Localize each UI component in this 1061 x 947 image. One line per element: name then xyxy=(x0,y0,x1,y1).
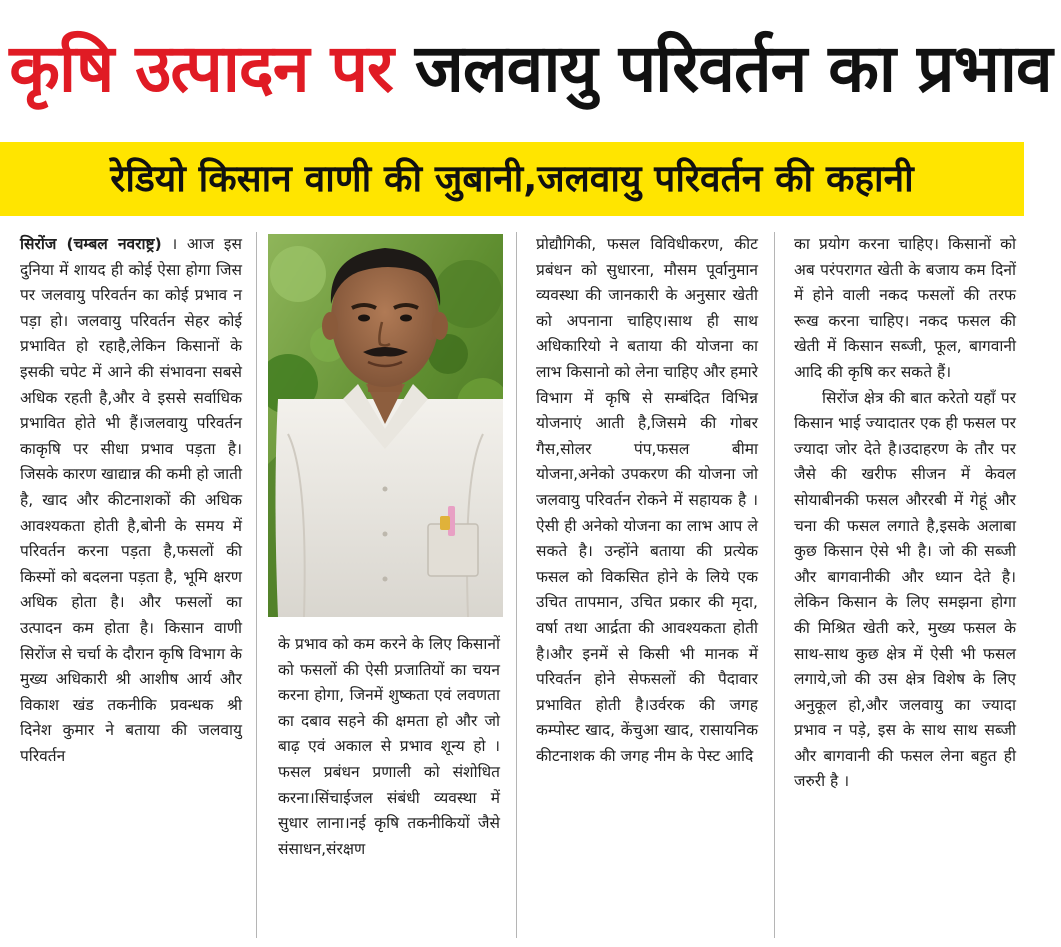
article-column-1 xyxy=(20,232,242,942)
article-column-3 xyxy=(536,232,758,942)
column-divider xyxy=(256,232,257,938)
headline-black-part: जलवायु परिवर्तन का प्रभाव xyxy=(414,30,1052,107)
subheadline-banner: रेडियो किसान वाणी की जुबानी,जलवायु परिवर्तन की कहानी xyxy=(0,142,1024,216)
article-column-4 xyxy=(794,232,1016,942)
article-text: के प्रभाव को कम करने के लिए किसानों को फसलों की ऐसी प्रजातियों का चयन करना होगा, जिनमें शुष्कता एवं लवणता का दबाव सहने की क्षमता हो और जो बाढ़ एवं अकाल से प्रभाव शून्य हो । फसल प्रबंधन प्रणाली को संशोधित करना।सिंचाईजल संबंधी व्यवस्था में सुधार लाना।नई कृषि तकनीकियों जैसे संसाधन,संरक्षण xyxy=(278,635,500,858)
article-text: । आज इस दुनिया में शायद ही कोई ऐसा होगा जिस पर जलवायु परिवर्तन का कोई प्रभाव न पड़ा हो। जलवायु परिवर्तन सेहर कोई प्रभावित हो रहाहै,लेकिन किसानों के इसकी चपेट में आने की संभावना सबसे अधिक रहती है,और वे इससे सर्वाधिक प्रभावित होते भी हैं।जलवायु परिवर्तन काकृषि पर सीधा प्रभाव पड़ता है।जिसके कारण खाद्यान्न की कमी हो जाती है, खाद और कीटनाशकों की अधिक आवश्यकता होती है,बोनी के समय में परिवर्तन करना पड़ता है,फसलों की किस्मों को बदलना पड़ता है, भूमि क्षरण अधिक होता है। और फसलों का उत्पादन कम होता है। किसान वाणी सिरोंज से चर्चा के दौरान कृषि विभाग के मुख्य अधिकारी श्री आशीष आर्य और विकाश खंड तकनीकि प्रवन्धक श्री दिनेश कुमार ने बताया की जलवायु परिवर्तन xyxy=(20,235,242,765)
headline xyxy=(0,0,1061,138)
article-text: प्रोद्यौगिकी, फसल विविधीकरण, कीट प्रबंधन को सुधारना, मौसम पूर्वानुमान व्यवस्था की जानकारी के अनुसार खेती को अपनाना चाहिए।साथ ही साथ अधिकारियो ने बताया की योजना का लाभ किसानो को लेना चाहिए और हमारे विभाग में कृषि से सम्बंदित विभिन्न योजनाएं आती है,जिसमे की गोबर गैस,सोलर पंप,फसल बीमा योजना,अनेको उपकरण की योजना जो जलवायु परिवर्तन रोकने में सहायक है ।ऐसी ही अनेको योजना का लाभ आप ले सकते है। उन्होंने बताया की प्रत्येक फसल को विकसित होने के लिये एक उचित तापमान, उचित प्रकार की मृदा, वर्षा तथा आर्द्रता की आवश्यकता होती है।और इनमें से किसी भी मानक में परिवर्तन होने सेफसलों की पैदावार प्रभावित होती है।उर्वरक की जगह कम्पोस्ट खाद, केंचुआ खाद, रासायनिक कीटनाशक की जगह नीम के पेस्ट आदि xyxy=(536,235,758,765)
article-paragraph: सिरोंज क्षेत्र की बात करेतो यहाँ पर किसान भाई ज्यादातर एक ही फसल पर ज्यादा जोर देते है।उदाहरण के तौर पर जैसे की खरीफ सीजन में केवल सोयाबीनकी फसल औररबी में गेहूं और चना की फसल लगाते है,इसके अलाबा कुछ किसान ऐसे भी है। जो की सब्जी और बागवानीकी और ध्यान देते है। लेकिन किसान के लिए समझना होगा की मिश्रित खेती करे, मुख्य फसल के साथ-साथ कुछ क्षेत्र में ऐसी भी फसल लगाये,जो की उस क्षेत्र विशेष के लिए अनुकूल हो,और जलवायु का ज्यादा प्रभाव न पड़े, इस के साथ साथ सब्जी और बागवानी की फसल लेना बहुत ही जरुरी है । xyxy=(794,388,1016,791)
article-paragraph: का प्रयोग करना चाहिए। किसानों को अब परंपरागत खेती के बजाय कम दिनों में होने वाली नकद फसलों की तरफ रूख करना चाहिए। नकद फसल की खेती में किसान सब्जी, फूल, बागवानी आदि की कृषि कर सकते हैं। xyxy=(794,235,1016,381)
farmer-portrait-photo xyxy=(268,234,503,617)
column-divider xyxy=(516,232,517,938)
article-column-2 xyxy=(278,632,500,942)
article-dateline: सिरोंज (चम्बल नवराष्ट्र) xyxy=(20,235,162,253)
headline-red-part: कृषि उत्पादन पर xyxy=(9,30,393,107)
column-divider xyxy=(774,232,775,938)
